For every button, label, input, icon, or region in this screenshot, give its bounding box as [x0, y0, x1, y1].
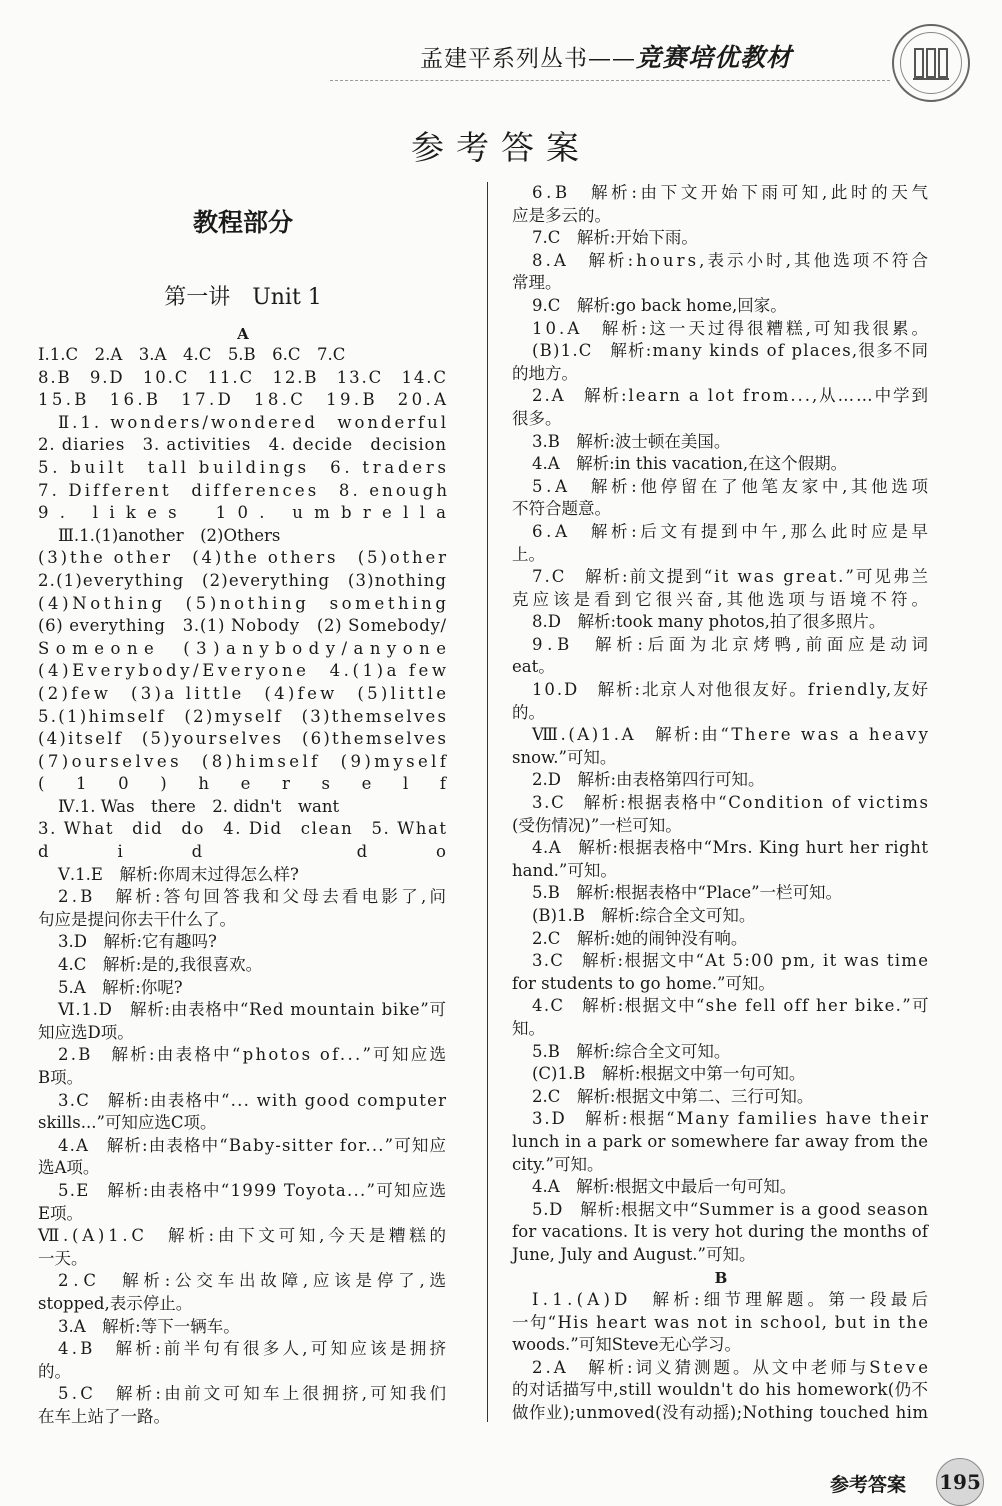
answer-line: 2.B 解析:答句回答我和父母去看电影了,问 [58, 887, 450, 907]
answer-line: 2.C 解析:根据文中第二、三行可知。 [532, 1086, 814, 1106]
answer-line: (3)the other (4)the others (5)other [38, 548, 449, 568]
answer-line: 15.B 16.B 17.D 18.C 19.B 20.A [38, 390, 450, 410]
answer-line: 3.D 解析:根据“Many families have their [532, 1109, 930, 1129]
answer-line: 6.B 解析:由下文开始下雨可知,此时的天气 [532, 183, 932, 202]
answer-line: 2.B 解析:由表格中“photos of...”可知应选 [58, 1045, 449, 1065]
answer-line: 9.B 解析:后面为北京烤鸭,前面应是动词 [532, 634, 933, 654]
answer-line: E项。 [38, 1203, 84, 1223]
lecture-title: 第一讲 Unit 1 [164, 285, 322, 310]
answer-line: 8.B 9.D 10.C 11.C 12.B 13.C 14.C [38, 367, 448, 387]
answer-line: 5. built tall buildings 6. traders [38, 457, 450, 477]
answer-line: 8.A 解析:hours,表示小时,其他选项不符合 [532, 250, 932, 270]
book-stack-icon [907, 39, 955, 87]
answer-line: 7. Different differences 8. enough [38, 480, 451, 500]
right-answer-lines [512, 182, 933, 1425]
answer-line: B [714, 1268, 728, 1287]
answer-line: woods.”可知Steve无心学习。 [512, 1335, 741, 1355]
answer-line: 的地方。 [512, 363, 578, 383]
answer-line: B项。 [38, 1068, 84, 1087]
series-title: 竞赛培优教材 [636, 43, 793, 72]
answer-line: 2.C 解析:她的闹钟没有响。 [532, 928, 748, 948]
answer-line: 10.A 解析:这一天过得很糟糕,可知我很累。 [532, 318, 932, 338]
answer-line: 4.A 解析:由表格中“Baby-sitter for...”可知应 [58, 1135, 448, 1155]
answer-line: (C)1.B 解析:根据文中第一句可知。 [532, 1064, 806, 1084]
series-name: 孟建平系列丛书 [420, 46, 588, 72]
answer-line: 应是多云的。 [512, 205, 611, 225]
answer-line: (4)Everybody/Everyone 4.(1)a few [38, 661, 450, 681]
answer-line: Ⅷ.(A)1.A 解析:由“There was a heavy [532, 725, 931, 745]
column-divider [487, 182, 488, 1422]
answer-line: 6.A 解析:后文有提到中午,那么此时应是早 [532, 521, 932, 541]
answer-line: 的对话描写中,still wouldn't do his homework(仍不 [512, 1380, 929, 1400]
answer-line: 8.D 解析:took many photos,拍了很多照片。 [532, 612, 886, 632]
answer-line: 3.C 解析:根据文中“At 5:00 pm, it was time [532, 951, 930, 971]
page-number: 195 [936, 1458, 984, 1506]
section-title: 教程部分 [192, 208, 293, 237]
answer-line: 3.B 解析:波士顿在美国。 [532, 431, 731, 451]
answer-line: eat。 [512, 657, 555, 677]
answer-line: 2.A 解析:learn a lot from...,从……中学到 [532, 386, 930, 406]
answer-line: 5.A 解析:他停留在了他笔友家中,其他选项 [532, 476, 932, 496]
answer-line: (4)Nothing (5)nothing something [38, 593, 450, 613]
answer-line: (4)itself (5)yourselves (6)themselves [38, 729, 449, 749]
answer-line: Ⅰ.1.C 2.A 3.A 4.C 5.B 6.C 7.C [38, 345, 346, 364]
answer-line: 知。 [512, 1018, 545, 1038]
answer-line: 不符合题意。 [512, 499, 611, 519]
answer-line: 克应该是看到它很兴奋,其他选项与语境不符。 [512, 589, 933, 609]
answer-line: 5.B 解析:综合全文可知。 [532, 1041, 731, 1061]
left-column [38, 182, 515, 1426]
answer-line: 2.A 解析:词义猜测题。从文中老师与Steve [532, 1357, 931, 1377]
answer-line: (受伤情况)”一栏可知。 [512, 815, 682, 835]
answer-line: Ⅴ.1.E 解析:你周末过得怎么样? [58, 864, 299, 884]
answer-line: 4.C 解析:是的,我很喜欢。 [58, 955, 263, 975]
answer-line: 3.A 解析:等下一辆车。 [58, 1316, 240, 1336]
answer-line: hand.”可知。 [512, 860, 617, 880]
footer-label: 参考答案 [830, 1474, 907, 1496]
right-column [512, 182, 933, 1423]
answer-line: 10.D 解析:北京人对他很友好。friendly,友好 [532, 680, 930, 700]
answer-line: 4.C 解析:根据文中“she fell off her bike.”可 [532, 996, 930, 1016]
answer-line: Ⅱ.1. wonders/wondered wonderful [58, 412, 449, 432]
answer-line: for vacations. It is very hot during the months of [512, 1222, 929, 1242]
answer-line: did do [38, 842, 515, 862]
answer-line: 5.A 解析:你呢? [58, 977, 183, 997]
answer-line: 5.C 解析:由前文可知车上很拥挤,可知我们 [58, 1384, 450, 1404]
answer-line: 的。 [38, 1361, 71, 1381]
answer-line: Someone (3)anybody/anyone [38, 638, 453, 658]
answer-line: 9. likes 10. umbrella [38, 503, 458, 523]
answer-line: snow.”可知。 [512, 747, 617, 767]
answer-line: 5.B 解析:根据表格中“Place”一栏可知。 [532, 883, 843, 903]
answer-line: 一句“His heart was not in school, but in the [512, 1312, 930, 1332]
answer-line: 7.C 解析:开始下雨。 [532, 228, 698, 248]
answer-line: 2. diaries 3. activities 4. decide decision [38, 435, 447, 455]
answer-line: 选A项。 [38, 1158, 100, 1178]
answer-line: (10)herself [38, 774, 478, 794]
answer-line: 3.C 解析:根据表格中“Condition of victims [532, 793, 930, 813]
series-header [420, 38, 880, 78]
answer-line: (2)few (3)a little (4)few (5)little [38, 683, 450, 703]
answer-line: stopped,表示停止。 [38, 1293, 193, 1313]
answer-line: Ⅳ.1. Was there 2. didn't want [58, 796, 340, 816]
answer-line: Ⅵ.1.D 解析:由表格中“Red mountain bike”可 [58, 1000, 447, 1020]
answer-line: for students to go home.”可知。 [512, 973, 775, 993]
answer-line: 4.A 解析:根据表格中“Mrs. King hurt her right [532, 838, 929, 858]
answer-line: 3.C 解析:由表格中“... with good computer [58, 1090, 448, 1110]
answer-line: 4.B 解析:前半句有很多人,可知应该是拥挤 [58, 1339, 450, 1359]
answer-line: (6) everything 3.(1) Nobody (2) Somebody/ [38, 616, 447, 636]
left-answer-lines [38, 344, 515, 1429]
answer-line: 5.D 解析:根据文中“Summer is a good season [532, 1199, 929, 1219]
answer-line: 2.C 解析:公交车出故障,应该是停了,选 [58, 1271, 451, 1291]
answer-line: 常理。 [512, 273, 562, 293]
document-title: 参考答案 [411, 128, 591, 167]
answer-line: city.”可知。 [512, 1154, 604, 1174]
answer-line: (B)1.B 解析:综合全文可知。 [532, 906, 756, 925]
answer-line: 2.(1)everything (2)everything (3)nothing [38, 570, 448, 590]
series-seal-icon [892, 24, 970, 102]
answer-line: Ⅶ.(A)1.C 解析:由下文可知,今天是糟糕的 [38, 1226, 450, 1246]
answer-line: 4.A 解析:in this vacation,在这个假期。 [532, 454, 848, 474]
series-dash: —— [588, 46, 636, 72]
answer-line: 3.D 解析:它有趣吗? [58, 932, 217, 952]
answer-line: 3. What did do 4. Did clean 5. What [38, 819, 448, 839]
answer-line: 5.E 解析:由表格中“1999 Toyota...”可知应选 [58, 1180, 448, 1200]
answer-line: (7)ourselves (8)himself (9)myself [38, 751, 450, 771]
answer-line: 做作业);unmoved(没有动摇);Nothing touched him [512, 1403, 929, 1423]
answer-line: 的。 [512, 702, 545, 722]
answer-line: 4.A 解析:根据文中最后一句可知。 [532, 1177, 797, 1197]
answer-line: 5.(1)himself (2)myself (3)themselves [38, 706, 449, 726]
answer-line: 一天。 [38, 1248, 88, 1268]
answer-line: Ⅲ.1.(1)another (2)Others [58, 525, 281, 545]
answer-line: 知应选D项。 [38, 1022, 134, 1042]
header-rule [330, 80, 890, 81]
answer-line: 7.C 解析:前文提到“it was great.”可见弗兰 [532, 567, 931, 587]
answer-line: Ⅰ.1.(A)D 解析:细节理解题。第一段最后 [532, 1290, 933, 1310]
answer-line: 上。 [512, 544, 545, 564]
answer-line: 句应是提问你去干什么了。 [38, 909, 236, 929]
answer-line: (B)1.C 解析:many kinds of places,很多不同 [532, 341, 930, 361]
answer-line: skills...”可知应选C项。 [38, 1113, 217, 1133]
answer-line: 很多。 [512, 408, 562, 428]
answer-line: June, July and August.”可知。 [512, 1244, 756, 1264]
answer-line: 2.D 解析:由表格第四行可知。 [532, 770, 765, 790]
part-a-label: A [237, 325, 249, 343]
answer-line: 在车上站了一路。 [38, 1406, 170, 1426]
answer-line: lunch in a park or somewhere far away from the [512, 1131, 929, 1151]
answer-line: 9.C 解析:go back home,回家。 [532, 295, 787, 315]
